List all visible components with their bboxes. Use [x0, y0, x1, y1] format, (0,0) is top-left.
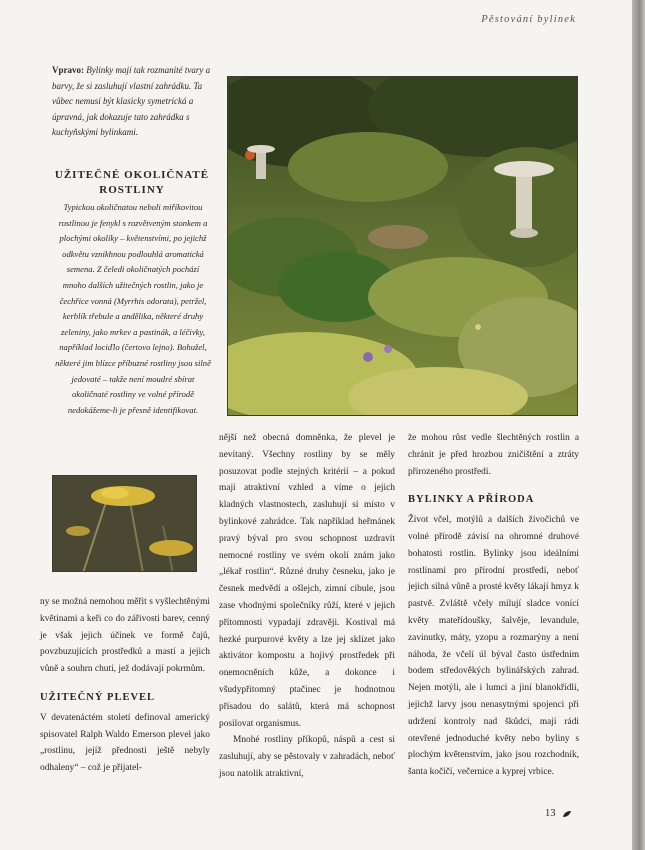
leaf-icon [562, 810, 572, 818]
herb-garden-photo [227, 76, 578, 416]
sidebar-title: UŽITEČNÉ OKOLIČNATÉ ROSTLINY [54, 169, 210, 196]
caption-text: Bylinky mají tak rozmanité tvary a barvy, že si zasluhují vlastní zahrádku. Ta vůbec nemusí být klasicky symetrická a úpravná, jak dokazuje tato zahrádka s kuchyňskými bylinkami. [52, 65, 211, 138]
sidebar-body: Typickou okoličnatou neboli miříkovitou rostlinou je fenykl s rozvětveným stonkem a plochými okolíky – květenstvími, po jejichž odkvětu vznikhnou podlouhlá aromatická semena. Z čeledi okoličnatých pochází mnoho dalších užitečných rostlin, jako je čechřice vonná (Myrrhis odorata), petržel, kerblík třebule a andělika, některé druhy zeleniny, jako mrkev a pastinák, a léčivky, například lociďlo (čertovo lejno). Bohužel, některé jim blízce příbuzné rostliny jsou silně jedovaté – takže není moudré sbírat okoličnaté rostliny ve volné přírodě nedokážeme-li je přesně identifikovat. [55, 202, 211, 415]
text-column-2 [219, 430, 395, 783]
fennel-photo [52, 475, 197, 572]
running-head: Pěstování bylinek [481, 14, 576, 25]
section-heading: UŽITEČNÝ PLEVEL [40, 691, 156, 703]
paragraph: ny se možná nemohou měřit s vyšlechtěnými květinami a keři co do zářivosti barev, cenný je však jejich účinek ve formě čajů, povzbuzujících prostředků a mastí a jejich vůně a souhrn chutí, jež dodávají pokrmům. [40, 597, 210, 675]
text-column-3 [408, 430, 579, 781]
page-number: 13 [545, 808, 556, 819]
paragraph: V devatenáctém století definoval americký spisovatel Ralph Waldo Emerson plevel jako „rostlinu, jejíž přednosti ještě nebyly odhaleny“ – což je přijatel- [40, 712, 210, 774]
section-heading: BYLINKY A PŘÍRODA [408, 494, 535, 506]
paragraph: nější než obecná domněnka, že plevel je nevítaný. Všechny rostliny by se měly posuzovat podle stejných kritérií – a pokud mají atraktivní vzhled a víme o jejich kladných vlastnostech, zasluhují si místo v bylinkové zahrádce. Tak například heřmánek pravý býval pro svou schopnost uzdravit nemocné rostliny ve svém okolí znám jako „lékař rostlin“. Různé druhy česneku, jako je česnek medvědí a ošlejch, zimní cibule, jsou zase vhodnými společníky růží, které v jejich přítomnosti vypadají zdravěji. Kostival má hezké purpurové květy a lze jej sklízet jako aktivátor kompostu a hojivý prostředek při onemocněních kůže, a dokonce i všudypřítomný ptačinec je hodnotnou přísadou do salátů, která má schopnost posilovat organismus. [219, 433, 395, 729]
photo-caption [52, 63, 212, 141]
text-column-1 [40, 594, 210, 777]
paragraph: Mnohé rostliny příkopů, náspů a cest si zasluhují, aby se pěstovaly v zahradách, neboť jsou natolik atraktivní, [219, 735, 395, 779]
caption-lead: Vpravo: [52, 65, 84, 75]
book-spine [632, 0, 645, 850]
paragraph: Život včel, motýlů a dalších živočichů ve volné přírodě závisí na ohromné druhové bohatosti rostlin. Bylinky jsou ideálními rostlinami pro přírodní prostředí, neboť jejich silná vůně a prosté květy lákají hmyz k pastvě. Zvláště včely milují sladce vonící květy mateřídoušky, šalvěje, levandule, zavinutky, máty, yzopu a rozmarýny a není náhoda, že včelí úl býval často ústředním bodem středověkých bylinářských zahrad. Nejen motýli, ale i lumci a jiní blanokřídlí, jejichž larvy jsou nenasytnými spojenci při udržení kontroly nad škůdci, mají rádi otevřené jednoduché květy nebo byliny s plochým květenstvím, jako jsou rozchodník, šanta kočičí, večernice a kyprej vrbice. [408, 515, 579, 778]
paragraph: že mohou růst vedle šlechtěných rostlin a chránit je před hrozbou zničištění a ztráty přirozeného prostředí. [408, 433, 579, 477]
